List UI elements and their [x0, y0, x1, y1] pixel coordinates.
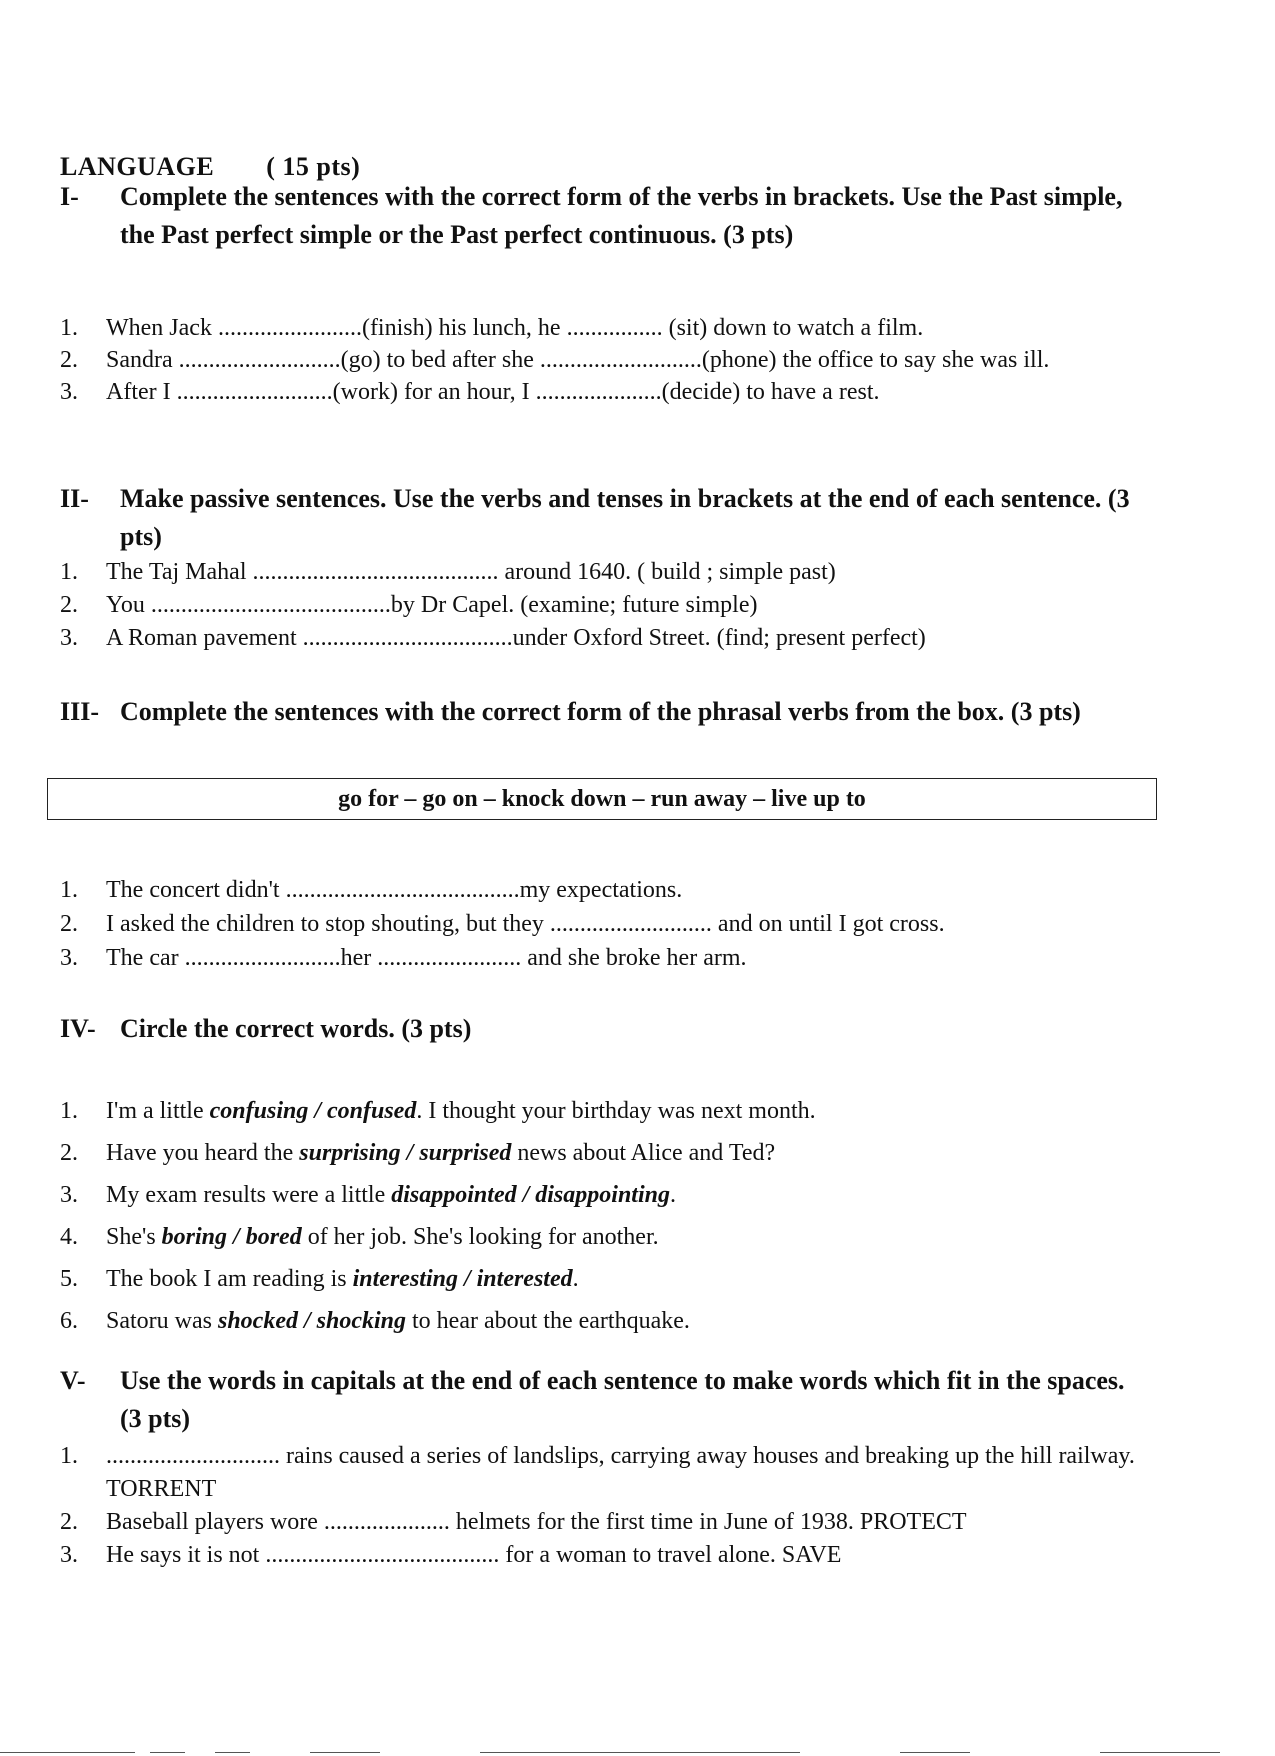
scan-edge-mark	[0, 1752, 135, 1753]
section-5-heading	[60, 1362, 1140, 1438]
section-4-item: 2. Have you heard the surprising / surprised news about Alice and Ted?	[60, 1140, 776, 1166]
section-4-items	[60, 1090, 1150, 1342]
section-3-heading	[60, 693, 1140, 731]
section-4-item: 4. She's boring / bored of her job. She's looking for another.	[60, 1224, 659, 1250]
scan-edge-mark	[150, 1752, 185, 1753]
section-3-number: III-	[60, 697, 100, 726]
scan-edge-mark	[900, 1752, 970, 1753]
scan-edge-mark	[480, 1752, 800, 1753]
title-label: LANGUAGE	[60, 152, 215, 181]
section-4-item: 6. Satoru was shocked / shocking to hear about the earthquake.	[60, 1308, 690, 1334]
word-choice[interactable]: confusing / confused	[209, 1098, 417, 1124]
section-3-item: 1. The concert didn't .......................................my expectations.	[60, 877, 683, 903]
section-1-number: I-	[60, 182, 79, 211]
section-2-number: II-	[60, 484, 89, 513]
section-5-item: 3. He says it is not ....................................... for a woman to travel alone. SAVE	[60, 1542, 842, 1568]
section-1-heading	[60, 178, 1140, 254]
section-1-item: 3. After I ..........................(work) for an hour, I .....................(decide) to have a rest.	[60, 379, 880, 405]
section-1-item: 1. When Jack ........................(finish) his lunch, he ................ (sit) down to watch a film.	[60, 315, 924, 341]
word-choice[interactable]: surprising / surprised	[299, 1140, 512, 1166]
phrasal-verbs-list: go for – go on – knock down – run away – live up to	[338, 785, 866, 812]
section-1-instruction: Complete the sentences with the correct form of the verbs in brackets. Use the Past simple, the Past perfect simple or the Past perfect continuous. (3 pts)	[120, 182, 1123, 249]
section-2-item: 3. A Roman pavement ...................................under Oxford Street. (find; present perfect)	[60, 625, 926, 651]
section-3-item: 3. The car ..........................her ........................ and she broke her arm.	[60, 945, 747, 971]
section-4-item: 1. I'm a little confusing / confused. I thought your birthday was next month.	[60, 1098, 816, 1124]
section-1-items	[60, 312, 1150, 408]
section-2-item: 2. You ........................................by Dr Capel. (examine; future simple)	[60, 592, 758, 618]
section-4-number: IV-	[60, 1014, 96, 1043]
section-5-item: 1. ............................. rains caused a series of landslips, carrying away houses and breaking up the hill railway. TORRENT	[60, 1443, 1135, 1502]
section-2-item: 1. The Taj Mahal ......................................... around 1640. ( build ; simple past)	[60, 559, 836, 585]
word-choice[interactable]: shocked / shocking	[217, 1308, 406, 1334]
section-2-items	[60, 556, 1150, 655]
section-2-heading	[60, 480, 1140, 556]
word-choice[interactable]: boring / bored	[161, 1224, 302, 1250]
phrasal-verbs-box	[47, 778, 1157, 820]
section-4-instruction: Circle the correct words. (3 pts)	[120, 1014, 472, 1043]
word-choice[interactable]: interesting / interested	[352, 1266, 573, 1292]
title-points: ( 15 pts)	[266, 152, 361, 181]
section-3-instruction: Complete the sentences with the correct form of the phrasal verbs from the box. (3 pts)	[120, 697, 1081, 726]
section-4-heading	[60, 1010, 1140, 1048]
scan-edge-mark	[1100, 1752, 1220, 1753]
section-2-instruction: Make passive sentences. Use the verbs and tenses in brackets at the end of each sentence. (3 pts)	[120, 484, 1130, 551]
scan-edge-mark	[310, 1752, 380, 1753]
section-5-items	[60, 1440, 1150, 1572]
section-5-item: 2. Baseball players wore ..................... helmets for the first time in June of 1938. PROTECT	[60, 1509, 967, 1535]
section-5-instruction: Use the words in capitals at the end of each sentence to make words which fit in the spaces. (3 pts)	[120, 1366, 1125, 1433]
word-choice[interactable]: disappointed / disappointing	[391, 1182, 670, 1208]
section-3-items	[60, 873, 1150, 975]
section-5-number: V-	[60, 1366, 86, 1395]
section-4-item: 5. The book I am reading is interesting / interested.	[60, 1266, 579, 1292]
scan-edge-mark	[215, 1752, 250, 1753]
section-4-item: 3. My exam results were a little disappointed / disappointing.	[60, 1182, 676, 1208]
section-3-item: 2. I asked the children to stop shouting, but they ........................... and on until I got cross.	[60, 911, 945, 937]
section-1-item: 2. Sandra ...........................(go) to bed after she ...........................(phone) the office to say she was ill.	[60, 347, 1050, 373]
